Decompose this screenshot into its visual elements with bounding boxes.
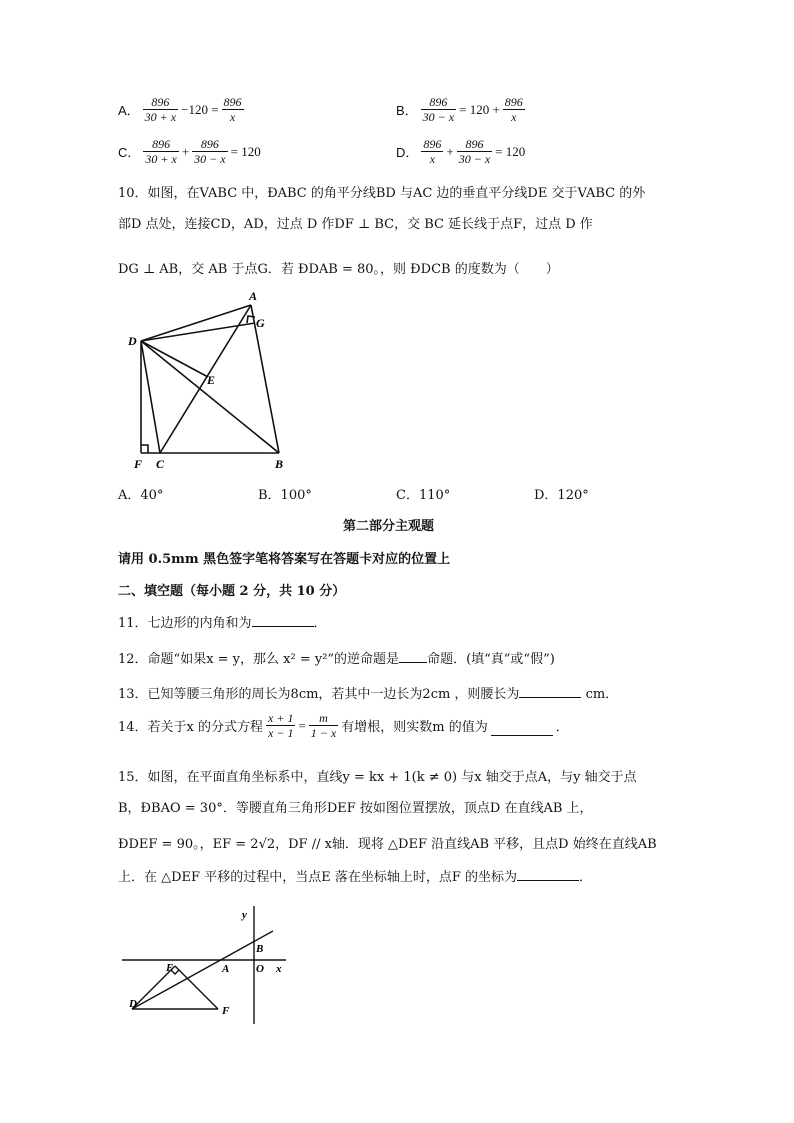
denominator: x bbox=[421, 151, 443, 166]
q11 bbox=[118, 612, 327, 631]
fraction bbox=[143, 137, 178, 166]
denominator: 30 + x bbox=[145, 152, 177, 166]
fraction bbox=[503, 95, 525, 124]
option-letter: A． bbox=[118, 103, 140, 118]
fraction bbox=[421, 95, 456, 124]
label-f: F bbox=[222, 1005, 230, 1017]
q14-post: 有增根，则实数m 的值为 bbox=[341, 720, 488, 735]
q15-line-1: 15．如图，在平面直角坐标系中，直线y = kx + 1(k ≠ 0) 与x 轴交于点A，与y 轴交于点 bbox=[118, 770, 637, 785]
label-f: F bbox=[134, 457, 143, 471]
q15-line-3: ÐDEF = 90。，EF = 2√2，DF // x轴．现将 △DEF 沿直线AB 平移，且点D 始终在直线AB bbox=[118, 837, 657, 852]
label-c: C bbox=[156, 457, 165, 471]
q15-line-4: 上．在 △DEF 平移的过程中，当点E 落在坐标轴上时，点F 的坐标为 bbox=[118, 870, 517, 885]
denominator: x − 1 bbox=[268, 726, 294, 740]
q12 bbox=[118, 648, 555, 667]
q13 bbox=[118, 683, 618, 702]
numerator: m bbox=[319, 711, 328, 725]
part-two-title: 第二部分主观题 bbox=[343, 519, 435, 534]
section-heading: 二、填空题（每小题 2 分，共 10 分） bbox=[118, 584, 346, 599]
label-b: B bbox=[275, 457, 284, 471]
answer-blank bbox=[399, 662, 427, 663]
fraction bbox=[457, 137, 492, 166]
denominator: 30 − x bbox=[194, 152, 226, 166]
denominator: x bbox=[222, 109, 244, 124]
numerator: 896 bbox=[504, 95, 523, 109]
q13-text: 13．已知等腰三角形的周长为8cm，若其中一边长为2cm ，则腰长为 bbox=[118, 687, 520, 702]
q10-option-a: A．40° bbox=[118, 488, 164, 503]
denominator: 30 + x bbox=[144, 110, 177, 124]
tail: = 120 bbox=[230, 143, 261, 159]
operator: + bbox=[181, 143, 190, 159]
option-letter: B． bbox=[396, 103, 418, 118]
fraction bbox=[192, 137, 227, 166]
operator: = 120 + bbox=[459, 101, 500, 117]
denominator: 1 − x bbox=[310, 726, 337, 740]
q10-line-2: 部D 点处，连接CD，AD，过点 D 作DF ⊥ BC，交 BC 延长线于点F，过点 D 作 bbox=[118, 217, 593, 232]
label-a: A bbox=[222, 963, 230, 975]
option-letter: D． bbox=[396, 145, 419, 160]
q11-end: ． bbox=[313, 616, 327, 631]
numerator: 896 bbox=[429, 95, 448, 109]
answer-blank bbox=[252, 626, 314, 627]
q15-end: ． bbox=[578, 870, 592, 885]
fraction bbox=[143, 95, 178, 124]
q15-line-4-wrap bbox=[118, 866, 592, 885]
q15-figure bbox=[118, 898, 298, 1030]
q13-end: cm． bbox=[585, 687, 619, 702]
label-b: B bbox=[256, 943, 264, 955]
q12-text: 12．命题“如果x = y，那么 x² = y²”的逆命题是 bbox=[118, 652, 400, 667]
q10-option-c: C．110° bbox=[396, 488, 451, 503]
q10-option-b: B．100° bbox=[258, 488, 312, 503]
fraction bbox=[421, 137, 443, 166]
label-e: E bbox=[207, 373, 216, 387]
label-x: x bbox=[276, 963, 282, 975]
equals: = bbox=[298, 717, 306, 733]
q9-option-d bbox=[396, 137, 525, 166]
answer-blank bbox=[491, 735, 553, 736]
tail: = 120 bbox=[495, 143, 526, 159]
label-o: O bbox=[256, 963, 264, 975]
q10-line-1: 10．如图，在VABC 中，ÐABC 的角平分线BD 与AC 边的垂直平分线DE 交于VABC 的外 bbox=[118, 186, 646, 201]
numerator: 896 bbox=[465, 137, 484, 151]
answer-blank bbox=[519, 697, 581, 698]
q14-pre: 14．若关于x 的分式方程 bbox=[118, 720, 264, 735]
denominator: 30 − x bbox=[458, 152, 491, 166]
q10-line-3: DG ⊥ AB，交 AB 于点G．若 ÐDAB = 80。，则 ÐDCB 的度数为（ ） bbox=[118, 262, 559, 277]
operator: + bbox=[446, 143, 454, 159]
operator: −120 = bbox=[181, 101, 219, 117]
q14 bbox=[118, 711, 569, 740]
numerator: 896 bbox=[200, 137, 219, 151]
q10-option-d: D．120° bbox=[534, 488, 589, 503]
numerator: 896 bbox=[223, 95, 242, 109]
q9-option-b bbox=[396, 95, 528, 124]
denominator: 30 − x bbox=[422, 110, 455, 124]
fraction bbox=[309, 711, 338, 740]
label-e: E bbox=[166, 962, 174, 974]
fraction bbox=[266, 711, 295, 740]
q10-figure bbox=[120, 285, 300, 475]
q15-line-2: B，ÐBAO = 30°．等腰直角三角形DEF 按如图位置摆放，顶点D 在直线AB 上， bbox=[118, 801, 593, 816]
q11-text: 11．七边形的内角和为 bbox=[118, 616, 252, 631]
numerator: 896 bbox=[152, 137, 171, 151]
label-y: y bbox=[242, 909, 247, 921]
fraction bbox=[222, 95, 244, 124]
part-two-instruction: 请用 0.5mm 黑色签字笔将答案写在答题卡对应的位置上 bbox=[118, 552, 451, 567]
option-letter: C． bbox=[118, 145, 141, 160]
q9-option-a bbox=[118, 95, 247, 124]
answer-blank bbox=[517, 880, 579, 881]
numerator: x + 1 bbox=[268, 711, 294, 725]
label-d: D bbox=[129, 998, 137, 1010]
numerator: 896 bbox=[423, 137, 442, 151]
q9-option-c bbox=[118, 137, 261, 166]
label-a: A bbox=[249, 289, 258, 303]
label-d: D bbox=[128, 334, 137, 348]
numerator: 896 bbox=[151, 95, 170, 109]
q14-end: ． bbox=[555, 720, 569, 735]
label-g: G bbox=[256, 316, 265, 330]
denominator: x bbox=[503, 109, 525, 124]
q12-end: 命题．(填“真”或“假”) bbox=[427, 652, 555, 667]
